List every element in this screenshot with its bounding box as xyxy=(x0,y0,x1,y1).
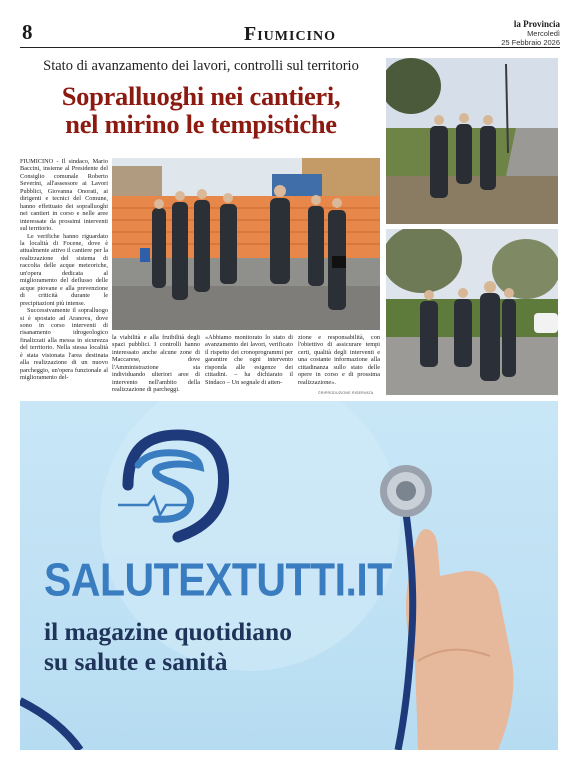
masthead xyxy=(501,20,560,47)
newspaper-name: la Provincia xyxy=(513,19,560,29)
page-header xyxy=(20,18,560,48)
headline-line-1: Sopralluoghi nei cantieri, xyxy=(61,81,341,111)
article-column-2: la viabilità e alla fruibilità degli spazi pubblici. I controlli hanno interessato anche alcune zone di Maccarese, dove l'Amministrazione sta individuando ulteriori aree di intervento nell'ambito della realizzazione di parcheggi. xyxy=(112,334,200,394)
page-number: 8 xyxy=(22,20,33,44)
article-column-4: zione e responsabilità, con l'obiettivo di assicurare tempi certi, qualità degli interventi e una costante informazione alla cittadinanza sullo stato delle opere in corso e di prossima realizzazione». xyxy=(298,334,380,386)
article-column-1 xyxy=(20,158,108,382)
paragraph: FIUMICINO - Il sindaco, Mario Baccini, insieme al Presidente del Consiglio comunale Roberto Severini, all'assessore ai Lavori Pubblici, Giovanna Onorati, ai dirigenti e tecnici del Comune, hanno effettuato dei sopralluoghi nei cantieri in corso e nelle aree interessate da prossimi interventi sul territorio. xyxy=(20,158,108,233)
article-kicker: Stato di avanzamento dei lavori, controlli sul territorio xyxy=(43,58,359,74)
paragraph: Le verifiche hanno riguardato la località di Focene, dove è attualmente attivo il cantiere per la realizzazione del sistema di raccolta delle acque meteoriche, un'opera dedicata al miglioramento del deflusso delle acque piovane e alla prevenzione di criticità durante le precipitazioni più intense. xyxy=(20,232,108,307)
site-photo-group xyxy=(386,229,558,395)
main-photo xyxy=(112,158,380,330)
section-title: Fiumicino xyxy=(244,23,336,45)
article-column-3: «Abbiamo monitorato lo stato di avanzamento dei lavori, verificato il rispetto dei cronoprogrammi per garantire che ogni intervento risponda alle esigenze dei cittadini. – ha dichiarato il Sindaco – Un segnale di atten- xyxy=(205,334,293,386)
advertisement xyxy=(20,401,558,750)
paragraph: Successivamente il sopralluogo si è spostato ad Aranova, dove sono in corso interventi di risanamento idrogeologico finalizzati alla messa in sicurezza del territorio. Nella stessa località è stata visionata l'area destinata alla realizzazione di un nuovo parcheggio, un'opera funzionale al miglioramento del- xyxy=(20,307,108,382)
ad-tagline-line-2: su salute e sanità xyxy=(44,647,228,676)
headline-line-2: nel mirino le tempistiche xyxy=(65,109,337,139)
heart-logo-icon xyxy=(108,425,238,545)
issue-day: Mercoledì xyxy=(527,29,560,38)
ad-tagline-line-1: il magazine quotidiano xyxy=(44,617,292,646)
issue-date: 25 Febbraio 2026 xyxy=(501,38,560,47)
site-photo-road xyxy=(386,58,558,224)
copyright-credit: ©RIPRODUZIONE RISERVATA xyxy=(318,391,374,395)
article-headline xyxy=(20,82,382,138)
ad-tagline xyxy=(44,617,292,677)
ad-brand-name: SALUTEXTUTTI.IT xyxy=(44,554,392,606)
